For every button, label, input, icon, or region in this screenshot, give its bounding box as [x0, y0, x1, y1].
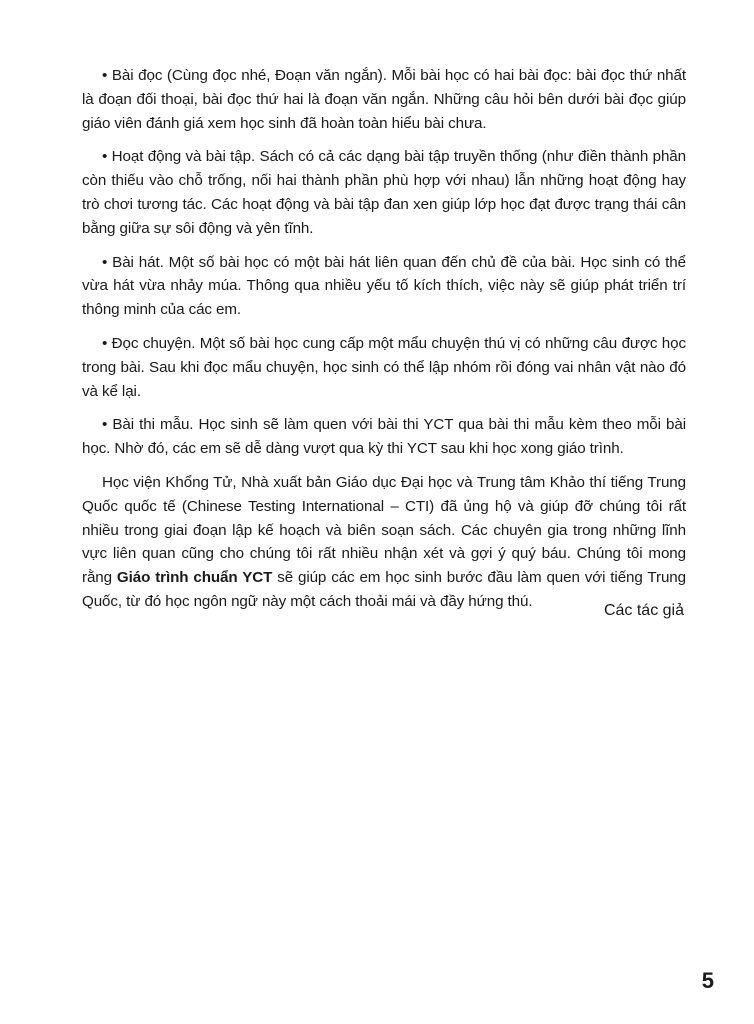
book-title-bold: Giáo trình chuẩn YCT: [116, 569, 273, 587]
author-signature: Các tác giả: [603, 602, 684, 619]
acknowledgement-text-end: sẽ giúp các em học sinh bước đầu làm quen với tiếng Trung Quốc, từ đó học ngôn ngữ này một cách thoải mái và đầy hứng thú.: [82, 569, 686, 610]
paragraph-stories: • Đọc chuyện. Một số bài học cung cấp một mẩu chuyện thú vị có những câu được học trong bài. Sau khi đọc mẩu chuyện, học sinh có thể lập nhóm rồi đóng vai nhân vật nào đó và kể lại.: [82, 334, 686, 400]
paragraph-reading: • Bài đọc (Cùng đọc nhé, Đoạn văn ngắn). Mỗi bài học có hai bài đọc: bài đọc thứ nhất là đoạn đối thoại, bài đọc thứ hai là đoạn văn ngắn. Những câu hỏi bên dưới bài đọc giúp giáo viên đánh giá xem học sinh đã hoàn toàn hiểu bài chưa.: [82, 67, 686, 132]
paragraph-songs: • Bài hát. Một số bài học có một bài hát liên quan đến chủ đề của bài. Học sinh có thể vừa hát vừa nhảy múa. Thông qua nhiều yếu tố kích thích, việc này sẽ giúp phát triển trí thông minh của các em.: [82, 253, 686, 319]
body-text: [82, 64, 686, 624]
paragraph-sample-test: • Bài thi mẫu. Học sinh sẽ làm quen với bài thi YCT qua bài thi mẫu kèm theo mỗi bài học. Nhờ đó, các em sẽ dễ dàng vượt qua kỳ thi YCT sau khi học xong giáo trình.: [82, 416, 686, 458]
acknowledgement-text-start: Học viện Khổng Tử, Nhà xuất bản Giáo dục Đại học và Trung tâm Khảo thí tiếng Trung Quốc quốc tế (Chinese Testing International – CTI) đã ủng hộ và giúp đỡ chúng tôi rất nhiều trong giai đoạn lập kế hoạch và biên soạn sách. Các chuyên gia trong những lĩnh vực liên quan cũng cho chúng tôi rất nhiều nhận xét và gợi ý quý báu. Chúng tôi mong rằng: [82, 473, 686, 587]
paragraph-acknowledgement: [82, 471, 686, 614]
paragraph-activities: • Hoạt động và bài tập. Sách có cả các dạng bài tập truyền thống (như điền thành phần còn thiếu vào chỗ trống, nối hai thành phần phù hợp với nhau) lẫn những hoạt động hay trò chơi tương tác. Các hoạt động và bài tập đan xen giúp lớp học đạt được trạng thái cân bằng giữa sự sôi động và yên tĩnh.: [82, 148, 686, 237]
page-number: 5: [701, 968, 714, 993]
